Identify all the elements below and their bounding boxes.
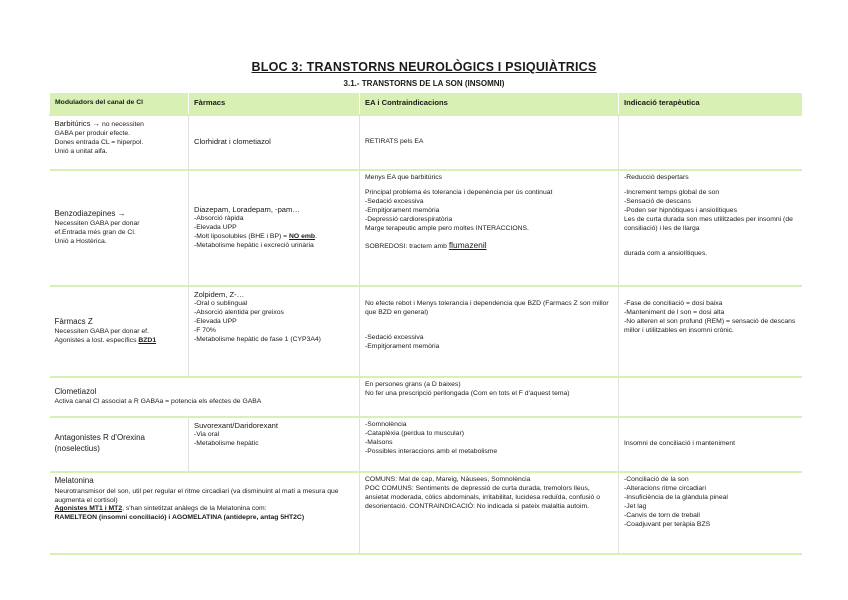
benzo-ea-6: Marge terapeutic ample pero moltes INTERACCIONS. — [365, 224, 529, 232]
orexina-farmacs — [189, 417, 360, 472]
farmacsz-f1: -Oral o sublingual — [194, 300, 248, 308]
melatonina-ind — [619, 472, 802, 554]
barbiturics-desc-1: GABA per produir efecte. — [54, 129, 131, 137]
benzo-desc-1: Necessiten GABA per donar — [54, 220, 140, 228]
farmacsz-ea-3: -Empitjorament memòria — [365, 342, 440, 350]
header-indicacio: Indicació terapèutica — [619, 93, 802, 115]
clometiazol-ea-2: No fer una prescripció perllongada (Com en tots el F d'aquest tema) — [365, 389, 570, 397]
barbiturics-desc-2: Dones entrada CL = hiperpol. — [54, 138, 144, 146]
orexina-ea-1: -Somnolència — [365, 421, 407, 428]
clometiazol-ind — [619, 377, 802, 417]
farmacsz-ind-1: -Fase de conciliació = dosi baixa — [624, 300, 723, 307]
header-ea: EA i Contraindicacions — [360, 93, 619, 115]
table-row — [50, 417, 802, 472]
melatonina-ind-4: -Jet lag — [624, 502, 647, 510]
orexina-ind: Insomni de conciliació i manteniment — [619, 417, 802, 472]
melatonina-ea-1: COMUNS: Mal de cap, Mareig, Nàusees, Somnolència — [365, 476, 531, 483]
benzo-farmacs — [189, 170, 360, 286]
melatonina-ind-1: -Conciliació de la son — [624, 476, 689, 483]
orexina-ea-4: -Possibles interaccions amb el metabolisme — [365, 447, 498, 455]
melatonina-ind-3: -Insuficiència de la glàndula pineal — [624, 493, 728, 501]
table-row — [50, 286, 802, 377]
header-farmacs: Fàrmacs — [189, 93, 360, 115]
farmacsz-farmacs — [189, 286, 360, 377]
orexina-f1: -Via oral — [194, 431, 220, 439]
farmacsz-ea — [360, 286, 619, 377]
benzo-f3: -Molt liposolubles (BHE i BP) = NO emb. — [194, 233, 317, 240]
orexina-cell — [50, 417, 189, 472]
farmacsz-name: Fàrmacs Z — [54, 316, 93, 326]
orexina-name: Antagonistes R d'Orexina (noselectius) — [54, 433, 145, 453]
farmacsz-f5: -Metabolisme hepàtic de fase 1 (CYP3A4) — [194, 335, 321, 343]
melatonina-ea-2: POC COMUNS: Sentiments de depressió de curta durada, tremolors lleus, ansietat moderada, còlics abdominals, irritabilitat, lucidesa reduïda, confusió o desorientació. CONTRAINDICACIÓ: No indicada si pateix malaltia autoim. — [365, 484, 600, 510]
farmacsz-desc-2: Agonistes a lost. específics BZD1 — [54, 337, 157, 345]
benzo-desc-3: Unió a Hostèrica. — [54, 238, 107, 246]
farmacsz-ea-2: -Sedació excessiva — [365, 333, 424, 341]
table-row — [50, 377, 802, 417]
benzo-drugs: Diazepam, Loradepam, -pam… — [194, 205, 300, 215]
benzo-cell — [50, 170, 189, 286]
benzo-f1: -Absorció ràpida — [194, 215, 244, 223]
benzo-ind-3: -Sensació de descans — [624, 197, 691, 205]
benzo-ind — [619, 170, 802, 286]
page-subtitle: 3.1.- TRANSTORNS DE LA SON (INSOMNI) — [343, 79, 505, 88]
orexina-ea — [360, 417, 619, 472]
farmacsz-ind-3: -No alteren el son profund (REM) = sensació de descans millor i utilitzables en insomni crònic. — [624, 317, 796, 334]
benzo-ea-1: Menys EA que barbitúrics — [365, 174, 443, 181]
melatonina-cell — [50, 472, 360, 554]
clometiazol-ea — [360, 377, 619, 417]
table-row — [50, 115, 802, 170]
farmacsz-f4: -F 70% — [194, 326, 216, 334]
melatonina-ind-5: -Canvis de torn de treball — [624, 511, 700, 519]
benzo-f2: -Elevada UPP — [194, 224, 237, 232]
melatonina-desc-2: Agonistes MT1 i MT2, s'han sintetitzat anàlegs de la Melatonina com: — [54, 505, 267, 513]
benzo-ind-5: Les de curta durada son mes utilitzades per insomni (de consiliació) i les de llarga — [624, 215, 793, 232]
melatonina-ind-2: -Alteracions ritme circadiari — [624, 484, 706, 492]
melatonina-name: Melatonina — [54, 476, 94, 485]
orexina-ea-2: -Cataplèxia (perdua to muscular) — [365, 429, 464, 437]
barbiturics-ea: RETIRATS pels EA — [360, 115, 619, 170]
orexina-f2: -Metabolisme hepàtic — [194, 439, 259, 447]
table-header-row — [50, 93, 802, 115]
melatonina-ea — [360, 472, 619, 554]
orexina-drugs: Suvorexant/Daridorexant — [194, 421, 278, 430]
benzo-desc-2: ef.Entrada més gran de Cl. — [54, 229, 136, 237]
barbiturics-desc-3: Unió a unitat alfa. — [54, 147, 108, 155]
barbiturics-ind — [619, 115, 802, 170]
benzo-ind-4: -Poden ser hipnòtiques i ansiolítiques — [624, 206, 737, 214]
clometiazol-name: Clometiazol — [54, 386, 97, 396]
farmacsz-ind — [619, 286, 802, 377]
farmacsz-ea-1: No efecte rebot i Menys tolerancia i dependencia que BZD (Farmacs Z son millor que BZD en general) — [365, 300, 609, 316]
benzo-name: Benzodiazepines → — [54, 208, 126, 218]
farmacsz-cell — [50, 286, 189, 377]
table-row — [50, 472, 802, 554]
header-moduladors: Moduladors del canal de Cl — [50, 93, 189, 115]
barbiturics-name: Barbitúrics → no necessiten — [54, 119, 144, 128]
barbiturics-farmacs: Clorhidrat i clometiazol — [189, 115, 360, 170]
farmacsz-ind-2: -Manteniment de l son = dosi alta — [624, 308, 725, 316]
melatonina-ind-6: -Coadjuvant per teràpia BZS — [624, 520, 711, 528]
drug-table — [49, 93, 802, 555]
orexina-ea-3: -Malsons — [365, 438, 393, 446]
farmacsz-desc-1: Necessiten GABA per donar ef. — [54, 328, 149, 336]
melatonina-desc-3: RAMELTEON (insomni conciliació) i AGOMELATINA (antidepre, antag 5HT2C) — [54, 514, 305, 522]
benzo-ea-3: -Sedació excessiva — [365, 197, 424, 205]
benzo-ea-4: -Empitjorament memòria — [365, 206, 440, 214]
melatonina-desc-1: Neurotransmisor del son, util per regular el ritme circadiari (va disminuint al matí a mesura que augmenta el cortisol) — [54, 487, 339, 504]
benzo-ea — [360, 170, 619, 286]
barbiturics-cell — [50, 115, 189, 170]
benzo-sobredosi: SOBREDOSI: tractem amb flumazenil — [365, 239, 487, 250]
farmacsz-f2: -Absorció alentida per greixos — [194, 308, 284, 316]
benzo-ind-1: -Reducció despertars — [624, 174, 689, 181]
benzo-f4: -Metabolisme hepàtic i excreció urinària — [194, 241, 314, 249]
benzo-ind-6: durada com a ansiolítiques. — [624, 249, 708, 257]
clometiazol-ea-1: En persones grans (a D baixes) — [365, 381, 461, 388]
benzo-ea-2: Principal problema és tolerancia i depenència per ús continuat — [365, 188, 553, 196]
benzo-ind-2: -Increment temps global de son — [624, 188, 720, 196]
clometiazol-cell — [50, 377, 360, 417]
farmacsz-drugs: Zolpidem, Z-… — [194, 290, 245, 299]
farmacsz-f3: -Elevada UPP — [194, 317, 237, 325]
benzo-ea-5: -Depressió cardiorespiratòria — [365, 215, 453, 223]
clometiazol-desc: Activa canal Cl associat a R GABAa = potencia els efectes de GABA — [54, 398, 262, 406]
page-title: BLOC 3: TRANSTORNS NEUROLÒGICS I PSIQUIÀTRICS — [251, 60, 597, 74]
table-row — [50, 170, 802, 286]
